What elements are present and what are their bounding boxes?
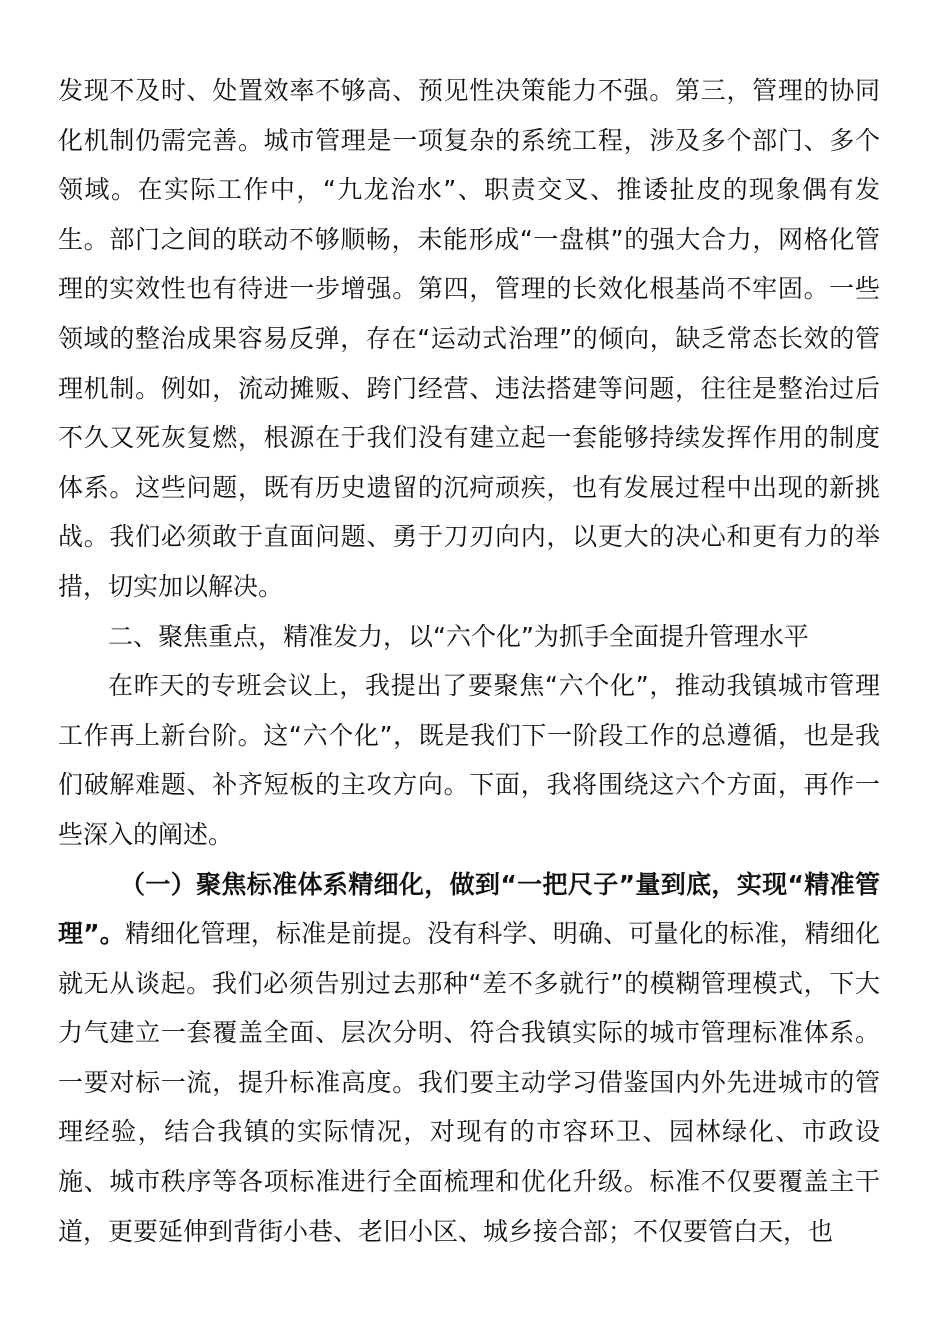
- subsection-heading-1: （一）聚焦标准体系精细化，做到“一把尺子”量到底，实现“精准管理”。: [58, 869, 880, 949]
- paragraph-six-tasks: 在昨天的专班会议上，我提出了要聚焦“六个化”，推动我镇城市管理工作再上新台阶。这“六个化”，既是我们下一阶段工作的总遵循，也是我们破解难题、补齐短板的主攻方向。下面，我将围绕这六个方面，再作一些深入的阐述。: [58, 671, 880, 849]
- section-heading-2: 二、聚焦重点，精准发力，以“六个化”为抓手全面提升管理水平: [108, 621, 809, 651]
- paragraph-standards: [58, 860, 880, 1257]
- paragraph-problems: 发现不及时、处置效率不够高、预见性决策能力不强。第三，管理的协同化机制仍需完善。城市管理是一项复杂的系统工程，涉及多个部门、多个领域。在实际工作中，“九龙治水”、职责交叉、推诿扯皮的现象偶有发生。部门之间的联动不够顺畅，未能形成“一盘棋”的强大合力，网格化管理的实效性也有待进一步增强。第四，管理的长效化根基尚不牢固。一些领域的整治成果容易反弹，存在“运动式治理”的倾向，缺乏常态长效的管理机制。例如，流动摊贩、跨门经营、违法搭建等问题，往往是整治过后不久又死灰复燃，根源在于我们没有建立起一套能够持续发挥作用的制度体系。这些问题，既有历史遗留的沉疴顽疾，也有发展过程中出现的新挑战。我们必须敢于直面问题、勇于刀刃向内，以更大的决心和更有力的举措，切实加以解决。: [58, 76, 880, 601]
- document-body: [58, 66, 880, 1256]
- paragraph-standards-body: 精细化管理，标准是前提。没有科学、明确、可量化的标准，精细化就无从谈起。我们必须告别过去那种“差不多就行”的模糊管理模式，下大力气建立一套覆盖全面、层次分明、符合我镇实际的城市管理标准体系。一要对标一流，提升标准高度。我们要主动学习借鉴国内外先进城市的管理经验，结合我镇的实际情况，对现有的市容环卫、园林绿化、市政设施、城市秩序等各项标准进行全面梳理和优化升级。标准不仅要覆盖主干道，更要延伸到背街小巷、老旧小区、城乡接合部；不仅要管白天，也: [58, 919, 880, 1246]
